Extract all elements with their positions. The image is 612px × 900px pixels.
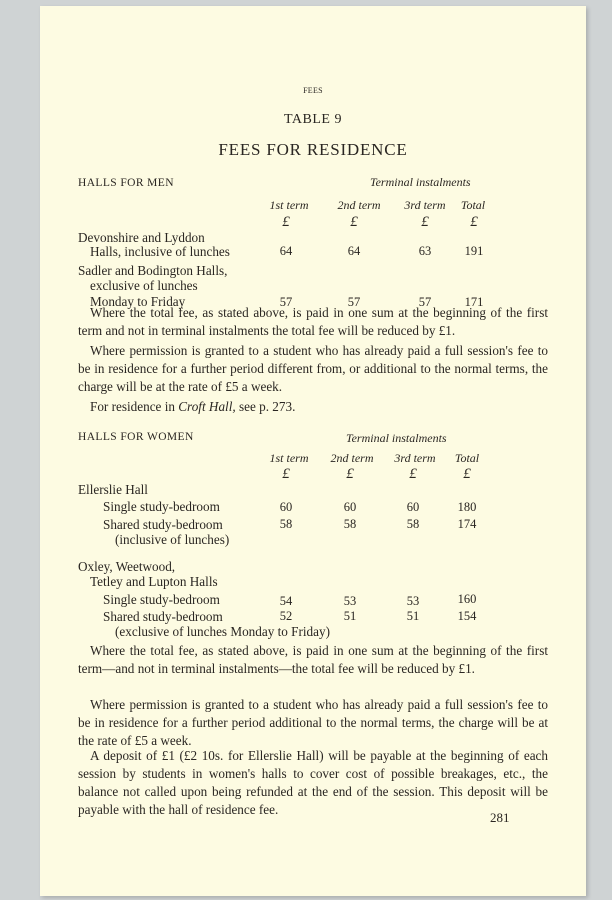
women-note-deposit-text: A deposit of £1 (£2 10s. for Ellerslie Hall) will be payable at the beginning of each session by students in women's halls to cover cost of possible breakages, etc., the balance not called upon being refunded at the end of the session. This deposit will be payable with the hall of residence fee.	[78, 748, 548, 817]
women-note-deposit	[78, 747, 548, 819]
women-note-reduction-text: Where the total fee, as stated above, is paid in one sum at the beginning of the first term—and not in terminal instalments—the total fee will be reduced by £1.	[78, 643, 548, 676]
women-note-extra-residence	[78, 696, 548, 750]
women-group-2-row-1-1st-term: 54	[279, 594, 293, 608]
women-group-2-row-2-1st-term: 52	[279, 609, 293, 623]
women-group-1-row-1-1st-term: 60	[279, 500, 293, 514]
men-currency-2: £	[350, 214, 358, 230]
women-group-1-row-2-1st-term: 58	[279, 517, 293, 531]
women-section-heading: HALLS FOR WOMEN	[78, 431, 194, 443]
men-row-1-2nd-term: 64	[347, 244, 361, 258]
men-row-1-1st-term: 64	[279, 244, 293, 258]
women-col-3rd-term: 3rd term	[394, 451, 436, 465]
men-note-extra-residence	[78, 342, 548, 396]
women-group-2-row-1-2nd-term: 53	[343, 594, 357, 608]
women-group-1-hall: Ellerslie Hall	[78, 482, 148, 497]
croft-note-page-ref: see p. 273.	[235, 399, 296, 414]
women-group-2-footnote: (exclusive of lunches Monday to Friday)	[115, 624, 330, 639]
women-col-2nd-term: 2nd term	[330, 451, 374, 465]
women-col-1st-term: 1st term	[269, 451, 309, 465]
women-group-heading: Terminal instalments	[346, 431, 447, 445]
women-group-1-row-2-2nd-term: 58	[343, 517, 357, 531]
women-group-2-row-1-label: Single study-bedroom	[103, 592, 220, 607]
men-currency-3: £	[421, 214, 429, 230]
men-col-total: Total	[460, 198, 486, 212]
croft-note-prefix: For residence in	[90, 399, 179, 414]
men-row-2-label-line-3: Monday to Friday	[90, 294, 186, 309]
women-group-2-row-2-3rd-term: 51	[406, 609, 420, 623]
men-col-1st-term: 1st term	[269, 198, 309, 212]
women-group-2-row-2-total: 154	[457, 609, 477, 623]
page-number: 281	[490, 810, 510, 825]
women-currency-2: £	[346, 466, 354, 482]
men-note-reduction	[78, 304, 548, 340]
women-group-1-row-1-3rd-term: 60	[406, 500, 420, 514]
croft-hall-name: Croft Hall,	[178, 399, 236, 414]
women-col-total: Total	[454, 451, 480, 465]
men-currency-total: £	[470, 214, 478, 230]
women-group-1-row-1-2nd-term: 60	[343, 500, 357, 514]
women-group-1-footnote: (inclusive of lunches)	[115, 532, 230, 547]
women-group-2-hall-line-2: Tetley and Lupton Halls	[90, 574, 218, 589]
women-group-2-row-2-2nd-term: 51	[343, 609, 357, 623]
men-note-extra-residence-text: Where permission is granted to a student who has already paid a full session's fee to be in residence for a further period different from, or additional to the normal terms, the charge will be at the rate of £5 a week.	[78, 343, 548, 394]
women-note-reduction	[78, 642, 548, 678]
women-group-1-row-2-total: 174	[457, 517, 477, 531]
table-title: FEES FOR RESIDENCE	[218, 140, 408, 159]
men-row-2-label-line-2: exclusive of lunches	[90, 278, 198, 293]
women-group-1-row-1-label: Single study-bedroom	[103, 499, 220, 514]
women-group-2-hall-line-1: Oxley, Weetwood,	[78, 559, 176, 574]
women-group-1-row-1-total: 180	[457, 500, 477, 514]
men-row-2-3rd-term: 57	[418, 295, 432, 309]
men-currency-1: £	[282, 214, 290, 230]
men-note-reduction-text: Where the total fee, as stated above, is paid in one sum at the beginning of the first term and not in terminal instalments the total fee will be reduced by £1.	[78, 305, 548, 338]
men-row-1-label-line-1: Devonshire and Lyddon	[78, 230, 205, 245]
women-note-extra-residence-text: Where permission is granted to a student who has already paid a full session's fee to be in residence for a further period additional to the normal terms, the charge will be at the rate of £5 a week.	[78, 697, 548, 748]
men-col-2nd-term: 2nd term	[337, 198, 381, 212]
men-row-2-2nd-term: 57	[347, 295, 361, 309]
men-row-1-total: 191	[464, 244, 484, 258]
men-group-heading: Terminal instalments	[370, 175, 471, 189]
running-head: FEES	[303, 86, 323, 95]
table-number: TABLE 9	[284, 112, 342, 127]
men-col-3rd-term: 3rd term	[404, 198, 446, 212]
women-group-2-row-1-3rd-term: 53	[406, 594, 420, 608]
women-currency-total: £	[463, 466, 471, 482]
men-section-heading: HALLS FOR MEN	[78, 177, 174, 189]
women-group-2-row-1-total: 160	[457, 592, 477, 606]
women-currency-3: £	[409, 466, 417, 482]
men-row-1-3rd-term: 63	[418, 244, 432, 258]
men-row-2-label-line-1: Sadler and Bodington Halls,	[78, 263, 228, 278]
men-row-1-label-line-2: Halls, inclusive of lunches	[90, 244, 230, 259]
women-group-1-row-2-3rd-term: 58	[406, 517, 420, 531]
women-group-2-row-2-label: Shared study-bedroom	[103, 609, 223, 624]
women-group-1-row-2-label: Shared study-bedroom	[103, 517, 223, 532]
men-row-2-total: 171	[464, 295, 484, 309]
men-row-2-1st-term: 57	[279, 295, 293, 309]
women-currency-1: £	[282, 466, 290, 482]
men-note-croft-hall	[78, 398, 548, 416]
document-page	[40, 6, 586, 896]
